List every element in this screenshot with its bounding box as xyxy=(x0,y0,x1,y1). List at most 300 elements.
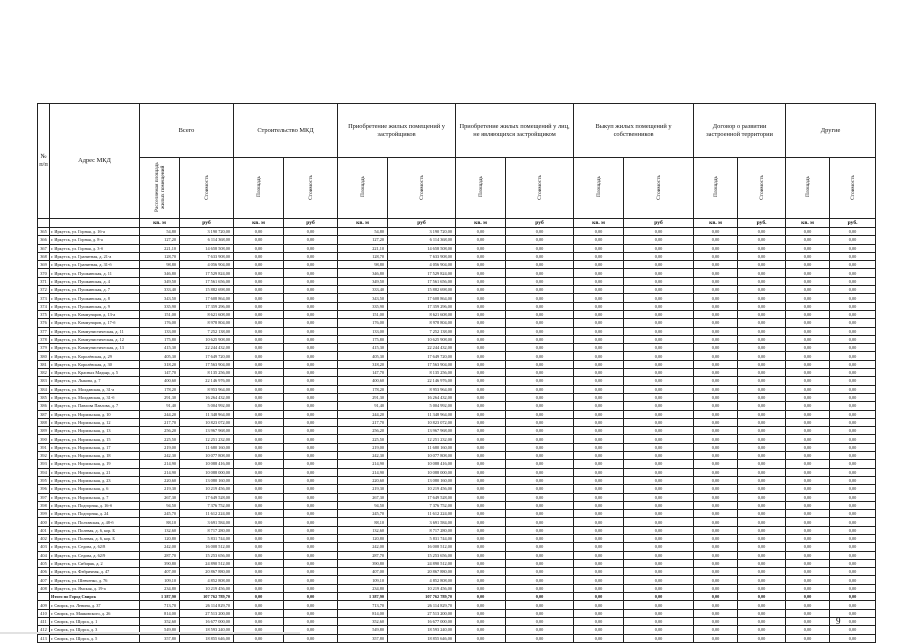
row-total-area: 94,50 xyxy=(140,501,180,509)
row-construction-cost: 0,00 xyxy=(284,617,338,625)
header-acq-developers: Приобретение жилых помещений у застройщиков xyxy=(338,104,456,158)
row-total-cost: 10 077 808,00 xyxy=(180,452,234,460)
row-territory-cost: 0,00 xyxy=(738,584,786,592)
row-acq-dev-cost: 11 680 160,00 xyxy=(388,443,456,451)
row-buyout-area: 0,00 xyxy=(574,510,624,518)
row-territory-area: 0,00 xyxy=(694,228,738,236)
table-row xyxy=(38,360,876,368)
units-row xyxy=(38,219,876,228)
row-territory-area: 0,00 xyxy=(694,493,738,501)
row-acq-nondev-cost: 0,00 xyxy=(506,277,574,285)
row-total-cost: 10 088 000,00 xyxy=(180,468,234,476)
unit-cell: руб xyxy=(388,219,456,228)
row-acq-dev-cost: 27 513 200,00 xyxy=(388,609,456,617)
row-other-cost: 0,00 xyxy=(830,568,876,576)
row-territory-area: 0,00 xyxy=(694,443,738,451)
row-territory-area: 0,00 xyxy=(694,252,738,260)
table-row xyxy=(38,294,876,302)
row-address: г. Иркутск, ул. Фабричная, д. 47 xyxy=(50,568,140,576)
unit-cell: руб xyxy=(284,219,338,228)
row-acq-dev-cost: 10 088 416,00 xyxy=(388,460,456,468)
row-construction-cost: 0,00 xyxy=(284,609,338,617)
row-other-cost: 0,00 xyxy=(830,452,876,460)
row-acq-dev-cost: 10 088 000,00 xyxy=(388,468,456,476)
row-acq-nondev-cost: 0,00 xyxy=(506,510,574,518)
row-construction-area: 0,00 xyxy=(234,493,284,501)
row-address: г. Иркутск, ул. Норильская, д. 15 xyxy=(50,435,140,443)
row-construction-cost: 0,00 xyxy=(284,476,338,484)
row-acq-nondev-area: 0,00 xyxy=(456,344,506,352)
row-total-cost: 6 114 368,00 xyxy=(180,236,234,244)
row-other-cost: 0,00 xyxy=(830,501,876,509)
row-number: 379 xyxy=(38,344,50,352)
row-territory-area: 0,00 xyxy=(694,501,738,509)
row-other-area: 0,00 xyxy=(786,385,830,393)
row-total-area: 357,80 xyxy=(140,634,180,642)
row-buyout-area: 0,00 xyxy=(574,252,624,260)
table-row xyxy=(38,468,876,476)
row-buyout-cost: 0,00 xyxy=(624,335,694,343)
row-acq-dev-cost: 17 563 904,00 xyxy=(388,360,456,368)
resettlement-table xyxy=(37,103,876,643)
row-construction-cost: 0,00 xyxy=(284,261,338,269)
row-territory-cost: 0,00 xyxy=(738,568,786,576)
row-acq-dev-area: 151,00 xyxy=(338,310,388,318)
row-other-cost: 0,00 xyxy=(830,286,876,294)
row-acq-dev-cost: 17 359 296,00 xyxy=(388,302,456,310)
row-construction-area: 0,00 xyxy=(234,228,284,236)
row-other-cost: 0,00 xyxy=(830,228,876,236)
row-buyout-area: 0,00 xyxy=(574,634,624,642)
row-acq-dev-cost: 8 621 608,00 xyxy=(388,310,456,318)
row-acq-nondev-cost: 0,00 xyxy=(506,468,574,476)
row-total-cost: 11 348 964,00 xyxy=(180,410,234,418)
row-total-cost: 10 219 456,00 xyxy=(180,485,234,493)
row-territory-area: 0,00 xyxy=(694,402,738,410)
row-total-cost: 7 252 138,00 xyxy=(180,327,234,335)
row-total-cost: 8 717 280,00 xyxy=(180,526,234,534)
row-address: г. Иркутск, ул. Красных Мадьяр, д. 5 xyxy=(50,369,140,377)
row-total-cost: 18 593 240,00 xyxy=(180,626,234,634)
table-row xyxy=(38,427,876,435)
row-other-area: 0,00 xyxy=(786,634,830,642)
row-total-area: 1 387,90 xyxy=(140,593,180,601)
table-row xyxy=(38,452,876,460)
row-acq-nondev-area: 0,00 xyxy=(456,261,506,269)
row-acq-nondev-cost: 0,00 xyxy=(506,460,574,468)
row-number: 395 xyxy=(38,476,50,484)
row-buyout-cost: 0,00 xyxy=(624,369,694,377)
header-num: № п/п xyxy=(38,104,50,219)
header-acq-nondevelopers: Приобретение жилых помещений у лиц, не являющихся застройщиком xyxy=(456,104,574,158)
row-acq-nondev-cost: 0,00 xyxy=(506,576,574,584)
row-acq-dev-area: 256,20 xyxy=(338,427,388,435)
unit-cell: руб xyxy=(624,219,694,228)
row-total-cost: 10 219 456,00 xyxy=(180,584,234,592)
row-other-area: 0,00 xyxy=(786,443,830,451)
row-construction-area: 0,00 xyxy=(234,559,284,567)
row-acq-nondev-cost: 0,00 xyxy=(506,435,574,443)
row-other-cost: 0,00 xyxy=(830,634,876,642)
row-acq-nondev-cost: 0,00 xyxy=(506,228,574,236)
row-acq-dev-cost: 18 593 240,00 xyxy=(388,626,456,634)
row-construction-cost: 0,00 xyxy=(284,427,338,435)
row-construction-cost: 0,00 xyxy=(284,493,338,501)
row-acq-dev-area: 133,00 xyxy=(338,327,388,335)
row-acq-dev-cost: 24 890 512,00 xyxy=(388,559,456,567)
row-total-area: 98,80 xyxy=(140,261,180,269)
row-territory-area: 0,00 xyxy=(694,310,738,318)
row-total-area: 128,70 xyxy=(140,252,180,260)
row-address: г. Иркутск, ул. Норильская, д. 19 xyxy=(50,460,140,468)
row-construction-cost: 0,00 xyxy=(284,534,338,542)
table-row xyxy=(38,617,876,625)
row-acq-nondev-area: 0,00 xyxy=(456,617,506,625)
row-buyout-cost: 0,00 xyxy=(624,584,694,592)
row-acq-dev-cost: 6 114 368,00 xyxy=(388,236,456,244)
row-territory-cost: 0,00 xyxy=(738,427,786,435)
row-territory-area: 0,00 xyxy=(694,534,738,542)
row-total-area: 352,60 xyxy=(140,617,180,625)
row-other-area: 0,00 xyxy=(786,510,830,518)
row-acq-nondev-area: 0,00 xyxy=(456,302,506,310)
row-acq-nondev-cost: 0,00 xyxy=(506,568,574,576)
row-acq-nondev-cost: 0,00 xyxy=(506,427,574,435)
row-buyout-area: 0,00 xyxy=(574,452,624,460)
row-territory-area: 0,00 xyxy=(694,335,738,343)
row-acq-dev-cost: 8 135 256,00 xyxy=(388,369,456,377)
row-other-area: 0,00 xyxy=(786,327,830,335)
row-construction-area: 0,00 xyxy=(234,452,284,460)
row-acq-dev-area: 245,70 xyxy=(338,510,388,518)
row-territory-area: 0,00 xyxy=(694,568,738,576)
scan-edge-artifact xyxy=(0,632,300,634)
row-total-cost: 16 008 512,00 xyxy=(180,543,234,551)
row-acq-nondev-cost: 0,00 xyxy=(506,601,574,609)
row-other-area: 0,00 xyxy=(786,277,830,285)
row-acq-dev-area: 217,70 xyxy=(338,418,388,426)
row-other-cost: 0,00 xyxy=(830,460,876,468)
row-construction-cost: 0,00 xyxy=(284,568,338,576)
row-acq-nondev-cost: 0,00 xyxy=(506,418,574,426)
row-construction-cost: 0,00 xyxy=(284,310,338,318)
row-acq-dev-cost: 17 649 720,00 xyxy=(388,352,456,360)
row-number: 410 xyxy=(38,609,50,617)
row-address: г. Иркутск, ул. Коммунаров, д. 13-а xyxy=(50,310,140,318)
row-buyout-area: 0,00 xyxy=(574,319,624,327)
row-construction-area: 0,00 xyxy=(234,510,284,518)
row-buyout-cost: 0,00 xyxy=(624,269,694,277)
row-territory-cost: 0,00 xyxy=(738,360,786,368)
row-acq-dev-area: 318,20 xyxy=(338,360,388,368)
row-construction-area: 0,00 xyxy=(234,485,284,493)
row-territory-area: 0,00 xyxy=(694,584,738,592)
row-other-cost: 0,00 xyxy=(830,319,876,327)
table-row xyxy=(38,609,876,617)
row-construction-area: 0,00 xyxy=(234,435,284,443)
subheader-cost-9: Стоимость xyxy=(624,158,694,219)
row-acq-nondev-area: 0,00 xyxy=(456,327,506,335)
row-buyout-cost: 0,00 xyxy=(624,617,694,625)
row-number: 376 xyxy=(38,319,50,327)
row-construction-cost: 0,00 xyxy=(284,369,338,377)
row-other-cost: 0,00 xyxy=(830,551,876,559)
row-address: г. Иркутск, ул. Пушкинская, д. 7 xyxy=(50,286,140,294)
row-address: г. Иркутск, ул. Норильская, д. 18 xyxy=(50,452,140,460)
subheader-cost-5: Стоимость xyxy=(388,158,456,219)
row-buyout-cost: 0,00 xyxy=(624,360,694,368)
row-acq-dev-area: 175,80 xyxy=(338,335,388,343)
row-acq-dev-area: 352,60 xyxy=(338,617,388,625)
row-acq-dev-area: 221,10 xyxy=(338,244,388,252)
row-territory-cost: 0,00 xyxy=(738,559,786,567)
row-buyout-area: 0,00 xyxy=(574,286,624,294)
subheader-cost-1: Стоимость xyxy=(180,158,234,219)
row-territory-cost: 0,00 xyxy=(738,277,786,285)
row-buyout-area: 0,00 xyxy=(574,310,624,318)
row-territory-cost: 0,00 xyxy=(738,310,786,318)
row-construction-cost: 0,00 xyxy=(284,335,338,343)
row-total-area: 88,10 xyxy=(140,518,180,526)
row-total-area: 405,30 xyxy=(140,352,180,360)
row-acq-dev-area: 220,60 xyxy=(338,476,388,484)
row-acq-nondev-cost: 0,00 xyxy=(506,551,574,559)
row-construction-cost: 0,00 xyxy=(284,410,338,418)
row-territory-area: 0,00 xyxy=(694,551,738,559)
row-address: г. Иркутск, ул. Молдавская, д. 31-а xyxy=(50,385,140,393)
row-other-cost: 0,00 xyxy=(830,418,876,426)
row-acq-dev-area: 549,80 xyxy=(338,626,388,634)
row-total-cost: 3 190 720,00 xyxy=(180,228,234,236)
row-total-area: 333,40 xyxy=(140,286,180,294)
row-acq-nondev-area: 0,00 xyxy=(456,418,506,426)
unit-cell: кв. м xyxy=(234,219,284,228)
row-acq-nondev-area: 0,00 xyxy=(456,269,506,277)
row-other-cost: 0,00 xyxy=(830,277,876,285)
row-other-cost: 0,00 xyxy=(830,302,876,310)
row-address: г. Иркутск, ул. Шевченко, д. 76 xyxy=(50,576,140,584)
row-acq-nondev-cost: 0,00 xyxy=(506,252,574,260)
row-address: г. Иркутск, ул. Лыкова, д. 7 xyxy=(50,377,140,385)
row-total-cost: 8 953 964,00 xyxy=(180,385,234,393)
row-construction-area: 0,00 xyxy=(234,277,284,285)
row-acq-dev-cost: 7 633 908,00 xyxy=(388,252,456,260)
row-acq-nondev-area: 0,00 xyxy=(456,593,506,601)
row-acq-nondev-area: 0,00 xyxy=(456,252,506,260)
row-other-area: 0,00 xyxy=(786,402,830,410)
row-acq-nondev-cost: 0,00 xyxy=(506,559,574,567)
row-number: 378 xyxy=(38,335,50,343)
row-construction-area: 0,00 xyxy=(234,261,284,269)
row-construction-cost: 0,00 xyxy=(284,452,338,460)
row-number: 409 xyxy=(38,601,50,609)
row-total-cost: 18 855 646,00 xyxy=(180,634,234,642)
row-total-area: 178,20 xyxy=(140,385,180,393)
row-total-area: 400,60 xyxy=(140,377,180,385)
row-territory-cost: 0,00 xyxy=(738,252,786,260)
row-construction-area: 0,00 xyxy=(234,327,284,335)
table-row xyxy=(38,493,876,501)
row-acq-nondev-cost: 0,00 xyxy=(506,377,574,385)
row-number: 407 xyxy=(38,576,50,584)
row-total-cost: 17 649 720,00 xyxy=(180,352,234,360)
row-construction-cost: 0,00 xyxy=(284,302,338,310)
row-territory-area: 0,00 xyxy=(694,526,738,534)
row-other-cost: 0,00 xyxy=(830,402,876,410)
row-buyout-cost: 0,00 xyxy=(624,410,694,418)
table-row xyxy=(38,526,876,534)
row-territory-cost: 0,00 xyxy=(738,410,786,418)
row-acq-dev-cost: 8 953 964,00 xyxy=(388,385,456,393)
row-total-cost: 4 852 808,00 xyxy=(180,576,234,584)
row-territory-area: 0,00 xyxy=(694,634,738,642)
row-territory-cost: 0,00 xyxy=(738,551,786,559)
row-total-cost: 8 135 256,00 xyxy=(180,369,234,377)
row-construction-cost: 0,00 xyxy=(284,402,338,410)
row-acq-nondev-area: 0,00 xyxy=(456,468,506,476)
row-buyout-cost: 0,00 xyxy=(624,534,694,542)
row-buyout-cost: 0,00 xyxy=(624,294,694,302)
row-buyout-area: 0,00 xyxy=(574,493,624,501)
row-acq-nondev-area: 0,00 xyxy=(456,584,506,592)
row-acq-nondev-cost: 0,00 xyxy=(506,534,574,542)
row-number: 388 xyxy=(38,418,50,426)
row-buyout-area: 0,00 xyxy=(574,369,624,377)
row-other-area: 0,00 xyxy=(786,601,830,609)
table-row xyxy=(38,277,876,285)
row-buyout-area: 0,00 xyxy=(574,327,624,335)
row-other-area: 0,00 xyxy=(786,393,830,401)
unit-cell: кв. м xyxy=(694,219,738,228)
row-acq-nondev-cost: 0,00 xyxy=(506,261,574,269)
row-acq-nondev-area: 0,00 xyxy=(456,568,506,576)
table-row xyxy=(38,601,876,609)
row-acq-dev-cost: 3 190 720,00 xyxy=(388,228,456,236)
row-number: 408 xyxy=(38,584,50,592)
table-row xyxy=(38,269,876,277)
row-other-area: 0,00 xyxy=(786,418,830,426)
row-other-area: 0,00 xyxy=(786,501,830,509)
row-other-cost: 0,00 xyxy=(830,526,876,534)
row-total-cost: 17 563 904,00 xyxy=(180,360,234,368)
row-other-cost: 0,00 xyxy=(830,593,876,601)
row-other-cost: 0,00 xyxy=(830,543,876,551)
row-acq-dev-area: 713,70 xyxy=(338,601,388,609)
row-number: 372 xyxy=(38,286,50,294)
row-buyout-cost: 0,00 xyxy=(624,385,694,393)
row-construction-cost: 0,00 xyxy=(284,460,338,468)
row-total-area: 245,70 xyxy=(140,510,180,518)
row-other-cost: 0,00 xyxy=(830,335,876,343)
row-other-cost: 0,00 xyxy=(830,576,876,584)
row-acq-dev-cost: 13 967 968,00 xyxy=(388,427,456,435)
row-other-area: 0,00 xyxy=(786,543,830,551)
row-number: 393 xyxy=(38,460,50,468)
row-acq-dev-cost: 10 219 456,00 xyxy=(388,584,456,592)
row-other-cost: 0,00 xyxy=(830,344,876,352)
row-territory-cost: 0,00 xyxy=(738,418,786,426)
row-buyout-cost: 0,00 xyxy=(624,526,694,534)
unit-cell: руб xyxy=(180,219,234,228)
row-acq-dev-area: 98,80 xyxy=(338,261,388,269)
row-construction-cost: 0,00 xyxy=(284,435,338,443)
row-territory-cost: 0,00 xyxy=(738,609,786,617)
row-acq-dev-area: 88,10 xyxy=(338,518,388,526)
row-other-area: 0,00 xyxy=(786,485,830,493)
row-address: г. Иркутск, ул. Подгорная, д. 16-б xyxy=(50,501,140,509)
row-buyout-cost: 0,00 xyxy=(624,460,694,468)
row-total-area: 214,90 xyxy=(140,468,180,476)
row-acq-nondev-area: 0,00 xyxy=(456,244,506,252)
row-other-cost: 0,00 xyxy=(830,252,876,260)
row-buyout-cost: 0,00 xyxy=(624,601,694,609)
row-buyout-cost: 0,00 xyxy=(624,551,694,559)
row-other-area: 0,00 xyxy=(786,559,830,567)
row-acq-nondev-area: 0,00 xyxy=(456,352,506,360)
row-address: Итого по Город Свирск xyxy=(50,593,140,601)
row-territory-cost: 0,00 xyxy=(738,319,786,327)
row-other-cost: 0,00 xyxy=(830,327,876,335)
row-acq-dev-area: 132,60 xyxy=(338,526,388,534)
row-acq-nondev-area: 0,00 xyxy=(456,452,506,460)
table-row xyxy=(38,584,876,592)
row-territory-cost: 0,00 xyxy=(738,435,786,443)
row-buyout-area: 0,00 xyxy=(574,427,624,435)
row-territory-area: 0,00 xyxy=(694,460,738,468)
row-acq-nondev-area: 0,00 xyxy=(456,460,506,468)
row-total-cost: 22 244 432,00 xyxy=(180,344,234,352)
row-acq-dev-cost: 16 677 000,00 xyxy=(388,617,456,625)
row-acq-dev-cost: 5 004 992,00 xyxy=(388,402,456,410)
row-territory-cost: 0,00 xyxy=(738,402,786,410)
row-construction-cost: 0,00 xyxy=(284,244,338,252)
row-number: 386 xyxy=(38,402,50,410)
row-buyout-cost: 0,00 xyxy=(624,443,694,451)
row-other-area: 0,00 xyxy=(786,360,830,368)
row-territory-area: 0,00 xyxy=(694,377,738,385)
row-other-cost: 0,00 xyxy=(830,510,876,518)
table-row xyxy=(38,286,876,294)
row-other-area: 0,00 xyxy=(786,269,830,277)
row-acq-nondev-cost: 0,00 xyxy=(506,617,574,625)
row-construction-area: 0,00 xyxy=(234,418,284,426)
subheader-area-6: Площадь xyxy=(456,158,506,219)
row-address: г. Иркутск, ул. Королёвская, д. 29 xyxy=(50,352,140,360)
row-address: г. Иркутск, ул. Коммунаров, д. 17-б xyxy=(50,319,140,327)
row-number: 377 xyxy=(38,327,50,335)
row-buyout-cost: 0,00 xyxy=(624,418,694,426)
row-territory-cost: 0,00 xyxy=(738,626,786,634)
row-construction-cost: 0,00 xyxy=(284,443,338,451)
row-construction-cost: 0,00 xyxy=(284,468,338,476)
row-construction-area: 0,00 xyxy=(234,294,284,302)
row-territory-area: 0,00 xyxy=(694,277,738,285)
table-row xyxy=(38,551,876,559)
row-acq-dev-area: 109,10 xyxy=(338,576,388,584)
row-other-cost: 0,00 xyxy=(830,310,876,318)
row-buyout-cost: 0,00 xyxy=(624,468,694,476)
row-other-area: 0,00 xyxy=(786,593,830,601)
table-body xyxy=(38,228,876,643)
table-row xyxy=(38,302,876,310)
row-address: г. Иркутск, ул. Полтавская, д. 48-б xyxy=(50,518,140,526)
row-buyout-cost: 0,00 xyxy=(624,327,694,335)
resettlement-table-container xyxy=(37,103,875,643)
row-acq-nondev-area: 0,00 xyxy=(456,609,506,617)
table-row xyxy=(38,418,876,426)
row-acq-nondev-cost: 0,00 xyxy=(506,236,574,244)
row-number: 412 xyxy=(38,626,50,634)
